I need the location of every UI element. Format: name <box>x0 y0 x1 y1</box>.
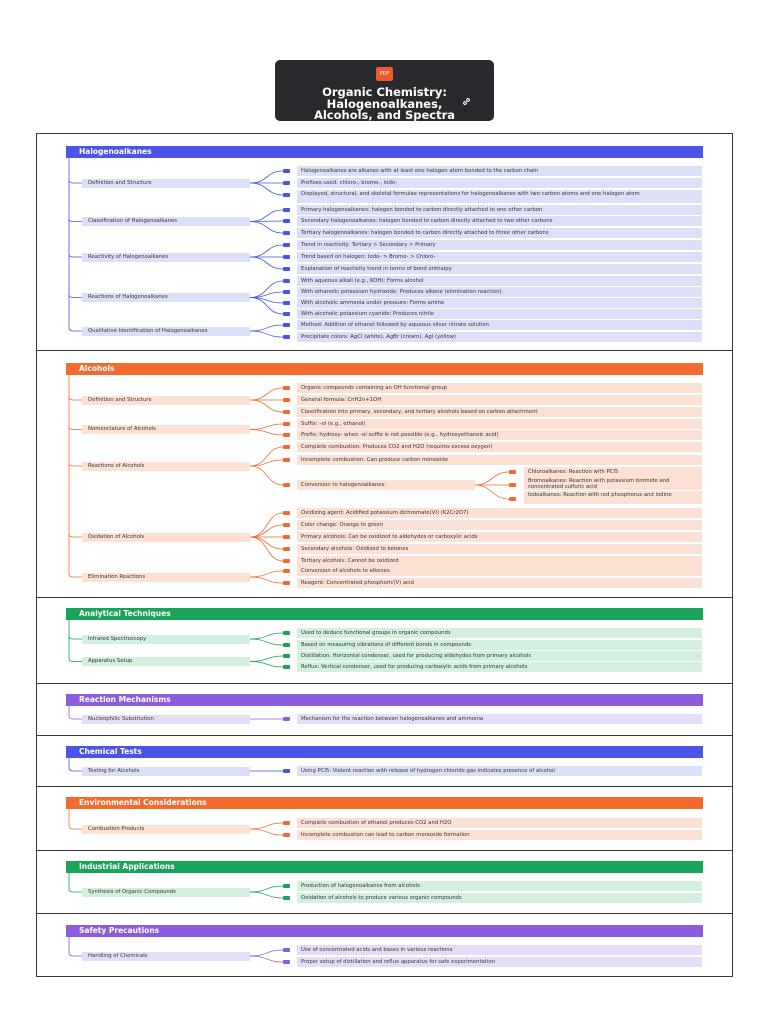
leaf-node[interactable]: With alcoholic ammonia under pressure: Forms amine <box>297 298 702 308</box>
leaf-node[interactable]: Complete combustion: Produces CO2 and H2O (requires excess oxygen) <box>297 442 702 452</box>
section-divider <box>36 786 733 787</box>
bullet-marker <box>283 511 290 515</box>
bullet-marker <box>283 193 290 197</box>
section-header[interactable]: Halogenoalkanes <box>66 146 703 158</box>
leaf-node[interactable]: Suffix: -ol (e.g., ethanol) <box>297 419 702 429</box>
section-divider <box>36 850 733 851</box>
sub-leaf-node[interactable]: Iodoalkanes: Reaction with red phosphorus and iodine <box>524 491 702 504</box>
document-title: Organic Chemistry: Halogenoalkanes, Alcohols, and Spectra <box>313 85 456 122</box>
bullet-marker <box>283 301 290 305</box>
bullet-marker <box>283 422 290 426</box>
bullet-marker <box>283 169 290 173</box>
bullet-marker <box>283 231 290 235</box>
bullet-marker <box>283 643 290 647</box>
leaf-node[interactable]: Tertiary halogenoalkanes: halogen bonded to carbon directly attached to three other carbons <box>297 228 702 238</box>
leaf-node[interactable]: Conversion to halogenoalkanes: <box>297 480 475 490</box>
leaf-node[interactable]: Conversion of alcohols to alkenes <box>297 566 702 576</box>
leaf-node[interactable]: Reagent: Concentrated phosphoric(V) acid <box>297 578 702 588</box>
branch-node[interactable]: Combustion Products <box>82 825 250 834</box>
leaf-node[interactable]: With ethanolic potassium hydroxide: Produces alkene (elimination reaction) <box>297 287 702 297</box>
bullet-marker <box>283 312 290 316</box>
bullet-marker <box>283 833 290 837</box>
bullet-marker <box>283 523 290 527</box>
bullet-marker <box>283 433 290 437</box>
branch-node[interactable]: Reactions of Halogenoalkanes <box>82 293 250 302</box>
leaf-node[interactable]: Proper setup of distillation and reflux apparatus for safe experimentation <box>297 957 702 967</box>
bullet-marker <box>283 960 290 964</box>
leaf-node[interactable]: Using PCl5: Violent reaction with release of hydrogen chloride gas indicates presence of alcohol <box>297 766 702 776</box>
leaf-node[interactable]: Organic compounds containing an OH functional group <box>297 383 702 393</box>
leaf-node[interactable]: Complete combustion of ethanol produces CO2 and H2O <box>297 818 702 828</box>
bullet-marker <box>283 631 290 635</box>
link-icon[interactable] <box>462 97 471 106</box>
leaf-node[interactable]: Classification into primary, secondary, and tertiary alcohols based on carbon attachment <box>297 407 702 417</box>
bullet-marker <box>283 398 290 402</box>
leaf-node[interactable]: Method: Addition of ethanol followed by aqueous silver nitrate solution <box>297 320 702 330</box>
section-divider <box>36 683 733 684</box>
branch-node[interactable]: Testing for Alcohols <box>82 767 250 776</box>
leaf-node[interactable]: Oxidizing agent: Acidified potassium dichromate(VI) (K2Cr2O7) <box>297 508 702 518</box>
section-divider <box>36 597 733 598</box>
bullet-marker <box>283 208 290 212</box>
branch-node[interactable]: Oxidation of Alcohols <box>82 533 250 542</box>
branch-node[interactable]: Nomenclature of Alcohols <box>82 425 250 434</box>
section-divider <box>36 735 733 736</box>
section-header[interactable]: Environmental Considerations <box>66 797 703 809</box>
bullet-marker <box>283 290 290 294</box>
leaf-node[interactable]: Tertiary alcohols: Cannot be oxidized <box>297 556 702 566</box>
leaf-node[interactable]: Halogenoalkanes are alkanes with at least one halogen atom bonded to the carbon chain <box>297 166 702 176</box>
bullet-marker <box>283 279 290 283</box>
leaf-node[interactable]: Explanation of reactivity trend in terms of bond enthalpy <box>297 264 702 274</box>
leaf-node[interactable]: With alcoholic potassium cyanide: Produces nitrile <box>297 309 702 319</box>
leaf-node[interactable]: Primary halogenoalkanes: halogen bonded to carbon directly attached to one other carbon <box>297 205 702 215</box>
pdf-file-icon: PDF <box>376 67 393 81</box>
section-divider <box>36 913 733 914</box>
section-divider <box>36 350 733 351</box>
leaf-node[interactable]: Trend based on halogen: Iodo- > Bromo- > Chloro- <box>297 252 702 262</box>
bullet-marker <box>283 458 290 462</box>
bullet-marker <box>283 335 290 339</box>
section-header[interactable]: Analytical Techniques <box>66 608 703 620</box>
bullet-marker <box>283 769 290 773</box>
leaf-node[interactable]: Production of halogenoalkanes from alcohols <box>297 881 702 891</box>
bullet-marker <box>283 654 290 658</box>
leaf-node[interactable]: Incomplete combustion: Can produce carbon monoxide <box>297 455 702 465</box>
bullet-marker <box>283 581 290 585</box>
leaf-node[interactable]: With aqueous alkali (e.g., KOH): Forms alcohol <box>297 276 702 286</box>
bullet-marker <box>283 896 290 900</box>
bullet-marker <box>283 535 290 539</box>
bullet-marker <box>283 559 290 563</box>
bullet-marker <box>283 445 290 449</box>
bullet-marker <box>283 386 290 390</box>
leaf-node[interactable]: Precipitate colors: AgCl (white), AgBr (cream), AgI (yellow) <box>297 332 702 342</box>
bullet-marker <box>283 483 290 487</box>
bullet-marker <box>283 181 290 185</box>
bullet-marker <box>283 948 290 952</box>
section-header[interactable]: Alcohols <box>66 363 703 375</box>
leaf-node[interactable]: General formula: CnH2n+1OH <box>297 395 702 405</box>
bullet-marker <box>509 470 516 474</box>
branch-node[interactable]: Definition and Structure <box>82 179 250 188</box>
leaf-node[interactable]: Mechanism for the reaction between halogenoalkanes and ammonia <box>297 714 702 724</box>
branch-node[interactable]: Elimination Reactions <box>82 573 250 582</box>
bullet-marker <box>283 219 290 223</box>
sub-leaf-node[interactable]: Bromoalkanes: Reaction with potassium bromide and concentrated sulfuric acid <box>524 477 702 490</box>
leaf-node[interactable]: Used to deduce functional groups in organic compounds <box>297 628 702 638</box>
leaf-node[interactable]: Based on measuring vibrations of different bonds in compounds <box>297 640 702 650</box>
bullet-marker <box>283 569 290 573</box>
leaf-node[interactable]: Distillation: Horizontal condenser, used for producing aldehydes from primary alcohols <box>297 651 702 661</box>
leaf-node[interactable]: Displayed, structural, and skeletal formulae representations for halogenoalkanes with two carbon atoms and one halogen atom <box>297 190 702 203</box>
bullet-marker <box>283 665 290 669</box>
section-header[interactable]: Industrial Applications <box>66 861 703 873</box>
sub-leaf-node[interactable]: Chloroalkanes: Reaction with PCl5 <box>524 467 702 477</box>
leaf-node[interactable]: Oxidation of alcohols to produce various organic compounds <box>297 893 702 903</box>
branch-node[interactable]: Infrared Spectroscopy <box>82 635 250 644</box>
bullet-marker <box>283 323 290 327</box>
branch-node[interactable]: Definition and Structure <box>82 396 250 405</box>
branch-node[interactable]: Handling of Chemicals <box>82 952 250 961</box>
branch-node[interactable]: Reactivity of Halogenoalkanes <box>82 253 250 262</box>
leaf-node[interactable]: Secondary alcohols: Oxidized to ketones <box>297 544 702 554</box>
bullet-marker <box>283 547 290 551</box>
branch-node[interactable]: Reactions of Alcohols <box>82 462 250 471</box>
bullet-marker <box>283 410 290 414</box>
bullet-marker <box>283 884 290 888</box>
leaf-node[interactable]: Use of concentrated acids and bases in various reactions <box>297 945 702 955</box>
leaf-node[interactable]: Primary alcohols: Can be oxidized to aldehydes or carboxylic acids <box>297 532 702 542</box>
leaf-node[interactable]: Trend in reactivity: Tertiary > Secondary > Primary <box>297 240 702 250</box>
leaf-node[interactable]: Prefix: hydroxy- when -ol suffix is not possible (e.g., hydroxyethanoic acid) <box>297 430 702 440</box>
branch-node[interactable]: Apparatus Setup <box>82 657 250 666</box>
bullet-marker <box>283 717 290 721</box>
leaf-node[interactable]: Prefixes used: chloro-, bromo-, iodo- <box>297 178 702 188</box>
bullet-marker <box>283 267 290 271</box>
branch-node[interactable]: Qualitative Identification of Halogenoalkanes <box>82 327 250 336</box>
bullet-marker <box>509 497 516 501</box>
section-header[interactable]: Chemical Tests <box>66 746 703 758</box>
branch-node[interactable]: Synthesis of Organic Compounds <box>82 888 250 897</box>
leaf-node[interactable]: Secondary halogenoalkanes: halogen bonded to carbon directly attached to two other carbons <box>297 216 702 226</box>
section-header[interactable]: Safety Precautions <box>66 925 703 937</box>
bullet-marker <box>283 821 290 825</box>
section-header[interactable]: Reaction Mechanisms <box>66 694 703 706</box>
bullet-marker <box>283 255 290 259</box>
branch-node[interactable]: Nucleophilic Substitution <box>82 715 250 724</box>
document-title-card <box>275 60 494 121</box>
branch-node[interactable]: Classification of Halogenoalkanes <box>82 217 250 226</box>
leaf-node[interactable]: Incomplete combustion can lead to carbon monoxide formation <box>297 830 702 840</box>
bullet-marker <box>509 483 516 487</box>
leaf-node[interactable]: Color change: Orange to green <box>297 520 702 530</box>
bullet-marker <box>283 243 290 247</box>
leaf-node[interactable]: Reflux: Vertical condenser, used for producing carboxylic acids from primary alcohols <box>297 662 702 672</box>
